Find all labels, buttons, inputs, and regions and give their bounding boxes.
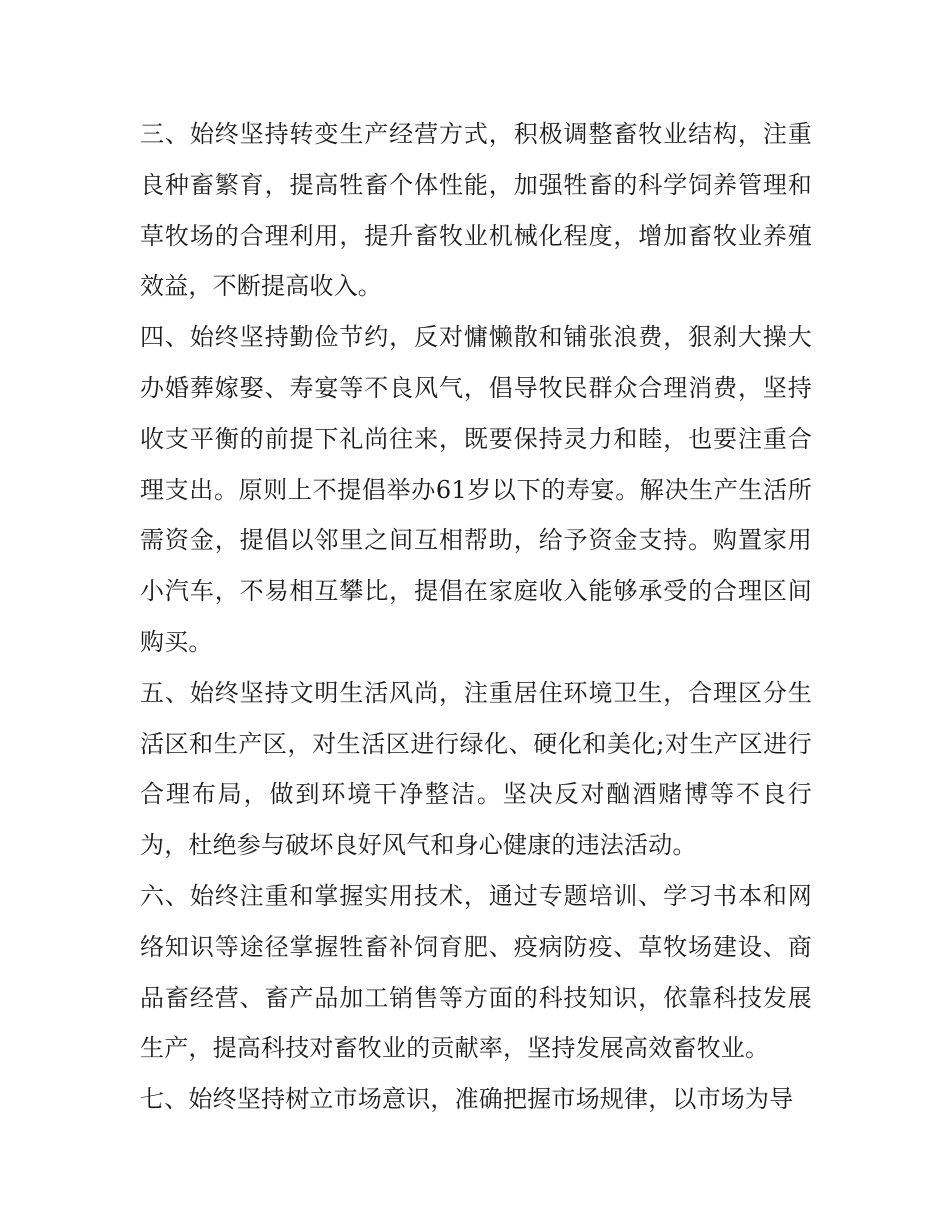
paragraph-5: 五、始终坚持文明生活风尚，注重居住环境卫生，合理区分生活区和生产区，对生活区进行绿化、硬化和美化;对生产区进行合理布局，做到环境干净整洁。坚决反对酗酒赌博等不良行为，杜绝参与破坏良好风气和身心健康的违法活动。 xyxy=(140,678,812,860)
paragraph-4: 四、始终坚持勤俭节约，反对慵懒散和铺张浪费，狠刹大操大办婚葬嫁娶、寿宴等不良风气，倡导牧民群众合理消费，坚持收支平衡的前提下礼尚往来，既要保持灵力和睦，也要注重合理支出。原则上不提倡举办61岁以下的寿宴。解决生产生活所需资金，提倡以邻里之间互相帮助，给予资金支持。购置家用小汽车，不易相互攀比，提倡在家庭收入能够承受的合理区间购买。 xyxy=(140,323,812,656)
paragraph-6: 六、始终注重和掌握实用技术，通过专题培训、学习书本和网络知识等途径掌握牲畜补饲育肥、疫病防疫、草牧场建设、商品畜经营、畜产品加工销售等方面的科技知识，依靠科技发展生产，提高科技对畜牧业的贡献率，坚持发展高效畜牧业。 xyxy=(140,881,812,1063)
document-body xyxy=(140,109,812,1125)
paragraph-7: 七、始终坚持树立市场意识，准确把握市场规律，以市场为导 xyxy=(140,1085,794,1114)
paragraph-3: 三、始终坚持转变生产经营方式，积极调整畜牧业结构，注重良种畜繁育，提高牲畜个体性能，加强牲畜的科学饲养管理和草牧场的合理利用，提升畜牧业机械化程度，增加畜牧业养殖效益，不断提高收入。 xyxy=(140,120,812,301)
